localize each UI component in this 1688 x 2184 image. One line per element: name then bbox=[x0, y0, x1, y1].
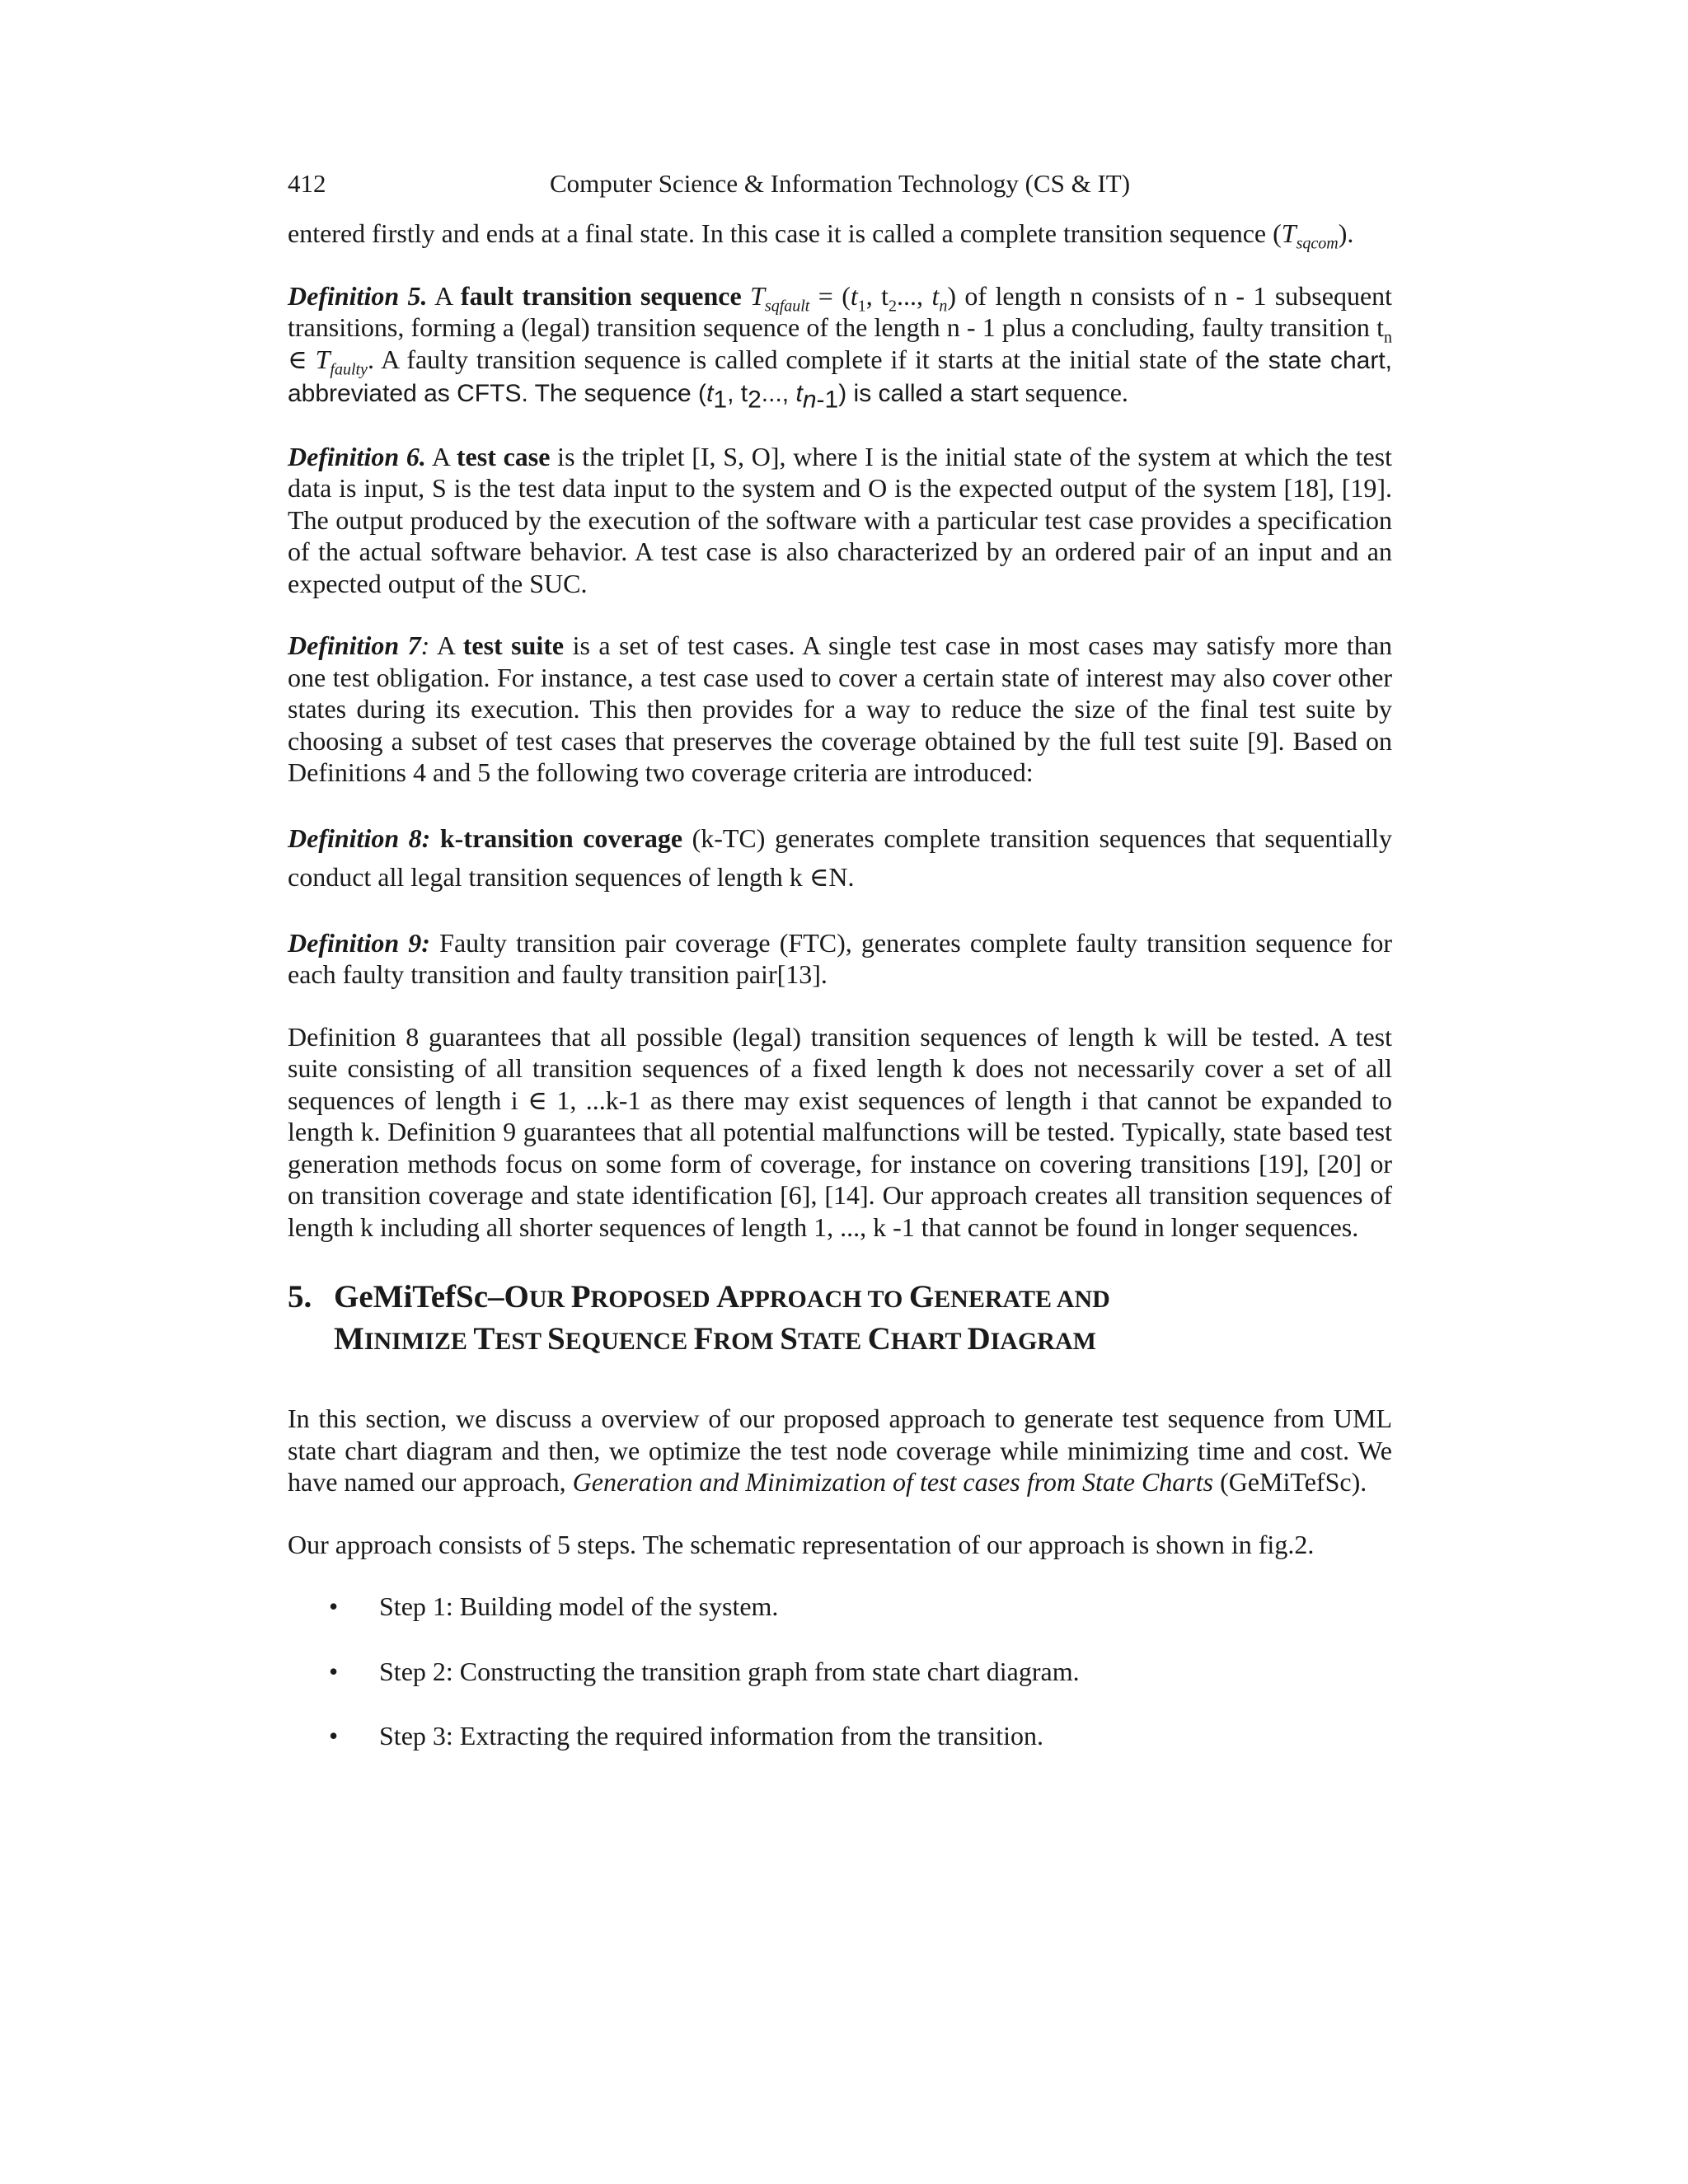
section-number: 5. bbox=[288, 1279, 312, 1315]
defined-term: test suite bbox=[462, 630, 565, 660]
page-number: 412 bbox=[288, 169, 326, 198]
list-item: • Step 2: Constructing the transition graph from state chart diagram. bbox=[329, 1656, 1080, 1686]
list-item: • Step 1: Building model of the system. bbox=[329, 1591, 779, 1621]
definition-6: Definition 6. A test case is the triplet [I, S, O], where I is the initial state of the system at which the test data is input, S is the test data input to the system and O is the expected output of the system [18], [19]. The output produced by the execution of the software with a particular test case provides a specification of the actual software behavior. A test case is also characterized by an ordered pair of an input and an expected output of the SUC. bbox=[288, 441, 1393, 598]
section-title-text: GeMiTefSc–OUR PROPOSED APPROACH TO GENERATE AND MINIMIZE TEST SEQUENCE FROM STATE CHART DIAGRAM bbox=[334, 1279, 1110, 1357]
journal-title: Computer Science & Information Technology (CS & IT) bbox=[549, 169, 1131, 198]
definition-label: Definition 7 bbox=[288, 630, 421, 660]
section-5-heading bbox=[288, 1277, 1392, 1361]
list-item: • Step 3: Extracting the required information from the transition. bbox=[329, 1721, 1044, 1750]
definition-label: Definition 5. bbox=[288, 280, 428, 311]
definition-label: Definition 8: bbox=[288, 823, 431, 853]
definition-7: Definition 7: A test suite is a set of test cases. A single test case in most cases may satisfy more than one test obligation. For instance, a test case used to cover a certain state of interest may also cover other states during its execution. This then provides for a way to reduce the size of the final test suite by choosing a subset of test cases that preserves the coverage obtained by the full test suite [9]. Based on Definitions 4 and 5 the following two coverage criteria are introduced: bbox=[288, 630, 1393, 787]
definition-label: Definition 9: bbox=[288, 927, 430, 958]
steps-intro-paragraph: Our approach consists of 5 steps. The schematic representation of our approach is shown in fig.2. bbox=[288, 1529, 1315, 1559]
bullet-icon: • bbox=[329, 1656, 339, 1686]
defined-term: fault transition sequence bbox=[460, 280, 742, 311]
overview-paragraph: In this section, we discuss a overview of our proposed approach to generate test sequence from UML state chart diagram and then, we optimize the test node coverage while minimizing time and cost. We have named our approach, Generation and Minimization of test cases from State Charts (GeMiTefSc). bbox=[288, 1404, 1392, 1497]
defined-term: test case bbox=[456, 441, 551, 471]
steps-list bbox=[288, 1591, 1392, 1752]
definition-5: Definition 5. A fault transition sequence $T_{sqfault} = (t_1$, $t_2$..., $t_n$) of length n consists of n - 1 subsequent transitions, forming a (legal) transition sequence of the length n - 1 plus a concluding, faulty transition $t_n$ ∈ $T_{faulty}$. A faulty transition sequence is called complete if it starts at the initial state of the state chart, abbreviated as CFTS. The sequence ($t_1$, $t_2$..., $t_{n-1}$) is called a start sequence. bbox=[288, 280, 1393, 414]
bullet-icon: • bbox=[329, 1591, 339, 1621]
page-header bbox=[288, 169, 1392, 209]
definition-8-discussion: Definition 8 guarantees that all possible (legal) transition sequences of length k will be tested. A test suite consisting of all transition sequences of a fixed length k does not necessarily cover a set of all sequences of length i ∈ 1, ...k-1 as there may exist sequences of length i that cannot be expanded to length k. Definition 9 guarantees that all potential malfunctions will be tested. Typically, state based test generation methods focus on some form of coverage, for instance on covering transitions [19], [20] or on transition coverage and state identification [6], [14]. Our approach creates all transition sequences of length k including all shorter sequences of length 1, ..., k -1 that cannot be found in longer sequences. bbox=[288, 1021, 1392, 1242]
definition-8: Definition 8: k-transition coverage (k-TC) generates complete transition sequences that sequentially conduct all legal transition sequences of length k ∈N. bbox=[288, 823, 1393, 892]
intro-paragraph: entered firstly and ends at a final state. In this case it is called a complete transition sequence $(T_{sqcom})$. bbox=[288, 218, 1354, 253]
definition-label: Definition 6. bbox=[288, 441, 426, 471]
defined-term: k-transition coverage bbox=[439, 823, 683, 853]
definition-9: Definition 9: Faulty transition pair coverage (FTC), generates complete faulty transition sequence for each faulty transition and faulty transition pair[13]. bbox=[288, 927, 1393, 989]
bullet-icon: • bbox=[329, 1721, 339, 1750]
page-content bbox=[288, 218, 1392, 1785]
